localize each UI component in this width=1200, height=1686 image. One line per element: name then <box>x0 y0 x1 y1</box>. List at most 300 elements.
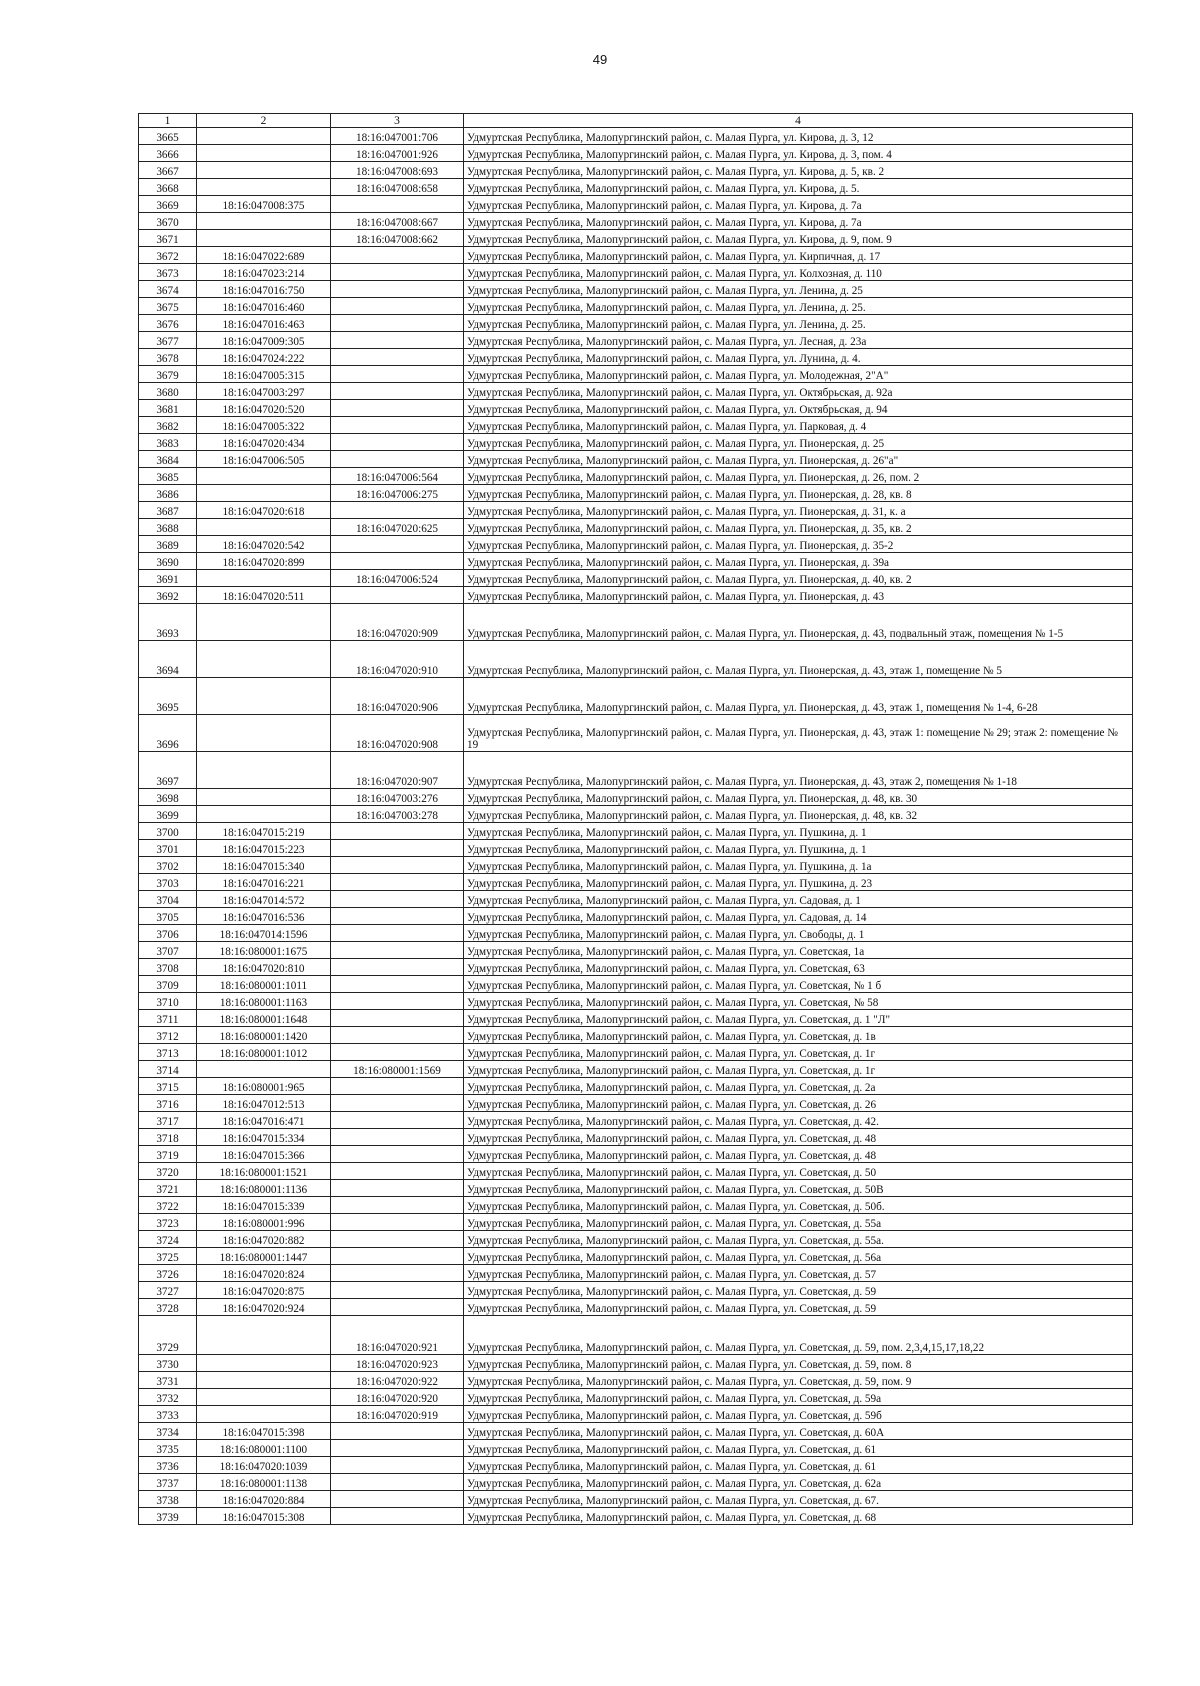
land-cadastral-number <box>197 1406 331 1423</box>
address-cell: Удмуртская Республика, Малопургинский район, с. Малая Пурга, ул. Пушкина, д. 1 <box>464 840 1133 857</box>
table-row <box>139 349 1133 366</box>
land-cadastral-number <box>197 162 331 179</box>
row-number: 3710 <box>139 993 197 1010</box>
row-number: 3666 <box>139 145 197 162</box>
address-cell: Удмуртская Республика, Малопургинский район, с. Малая Пурга, ул. Советская, д. 59 <box>464 1299 1133 1316</box>
address-cell: Удмуртская Республика, Малопургинский район, с. Малая Пурга, ул. Советская, д. 59а <box>464 1389 1133 1406</box>
row-number: 3739 <box>139 1508 197 1525</box>
object-cadastral-number <box>331 1231 464 1248</box>
row-number: 3694 <box>139 641 197 678</box>
row-number: 3680 <box>139 383 197 400</box>
table-row <box>139 641 1133 678</box>
object-cadastral-number: 18:16:047020:920 <box>331 1389 464 1406</box>
land-cadastral-number: 18:16:047020:884 <box>197 1491 331 1508</box>
land-cadastral-number: 18:16:047022:689 <box>197 247 331 264</box>
land-cadastral-number <box>197 128 331 145</box>
column-header-object-cadastral: 3 <box>331 114 464 128</box>
table-row <box>139 536 1133 553</box>
table-row <box>139 1372 1133 1389</box>
land-cadastral-number: 18:16:080001:996 <box>197 1214 331 1231</box>
table-row <box>139 383 1133 400</box>
row-number: 3681 <box>139 400 197 417</box>
table-row <box>139 1316 1133 1355</box>
row-number: 3682 <box>139 417 197 434</box>
land-cadastral-number: 18:16:047020:511 <box>197 587 331 604</box>
row-number: 3708 <box>139 959 197 976</box>
column-header-address: 4 <box>464 114 1133 128</box>
table-row <box>139 1282 1133 1299</box>
land-cadastral-number <box>197 1389 331 1406</box>
address-cell: Удмуртская Республика, Малопургинский район, с. Малая Пурга, ул. Советская, д. 1г <box>464 1044 1133 1061</box>
row-number: 3736 <box>139 1457 197 1474</box>
row-number: 3690 <box>139 553 197 570</box>
address-cell: Удмуртская Республика, Малопургинский район, с. Малая Пурга, ул. Октябрьская, д. 94 <box>464 400 1133 417</box>
address-cell: Удмуртская Республика, Малопургинский район, с. Малая Пурга, ул. Ленина, д. 25 <box>464 281 1133 298</box>
row-number: 3687 <box>139 502 197 519</box>
table-row <box>139 678 1133 715</box>
object-cadastral-number <box>331 976 464 993</box>
address-cell: Удмуртская Республика, Малопургинский район, с. Малая Пурга, ул. Советская, д. 1 "Л" <box>464 1010 1133 1027</box>
address-cell: Удмуртская Республика, Малопургинский район, с. Малая Пурга, ул. Пионерская, д. 35, кв. 2 <box>464 519 1133 536</box>
address-cell: Удмуртская Республика, Малопургинский район, с. Малая Пурга, ул. Советская, д. 59, пом. 2,3,4,15,17,18,22 <box>464 1316 1133 1355</box>
object-cadastral-number <box>331 1214 464 1231</box>
table-row <box>139 874 1133 891</box>
object-cadastral-number <box>331 196 464 213</box>
row-number: 3726 <box>139 1265 197 1282</box>
row-number: 3701 <box>139 840 197 857</box>
object-cadastral-number <box>331 587 464 604</box>
table-row <box>139 1440 1133 1457</box>
row-number: 3677 <box>139 332 197 349</box>
row-number: 3723 <box>139 1214 197 1231</box>
row-number: 3699 <box>139 806 197 823</box>
address-cell: Удмуртская Республика, Малопургинский район, с. Малая Пурга, ул. Советская, д. 50 <box>464 1163 1133 1180</box>
object-cadastral-number: 18:16:047020:919 <box>331 1406 464 1423</box>
address-cell: Удмуртская Республика, Малопургинский район, с. Малая Пурга, ул. Пионерская, д. 39а <box>464 553 1133 570</box>
land-cadastral-number <box>197 213 331 230</box>
row-number: 3697 <box>139 752 197 789</box>
object-cadastral-number <box>331 908 464 925</box>
address-cell: Удмуртская Республика, Малопургинский район, с. Малая Пурга, ул. Пионерская, д. 43, этаж 1, помещения № 1-4, 6-28 <box>464 678 1133 715</box>
land-cadastral-number: 18:16:047012:513 <box>197 1095 331 1112</box>
address-cell: Удмуртская Республика, Малопургинский район, с. Малая Пурга, ул. Октябрьская, д. 92а <box>464 383 1133 400</box>
address-cell: Удмуртская Республика, Малопургинский район, с. Малая Пурга, ул. Пионерская, д. 43, этаж 2, помещения № 1-18 <box>464 752 1133 789</box>
row-number: 3707 <box>139 942 197 959</box>
table-row <box>139 145 1133 162</box>
table-row <box>139 993 1133 1010</box>
table-row <box>139 789 1133 806</box>
row-number: 3716 <box>139 1095 197 1112</box>
object-cadastral-number <box>331 1095 464 1112</box>
land-cadastral-number: 18:16:080001:1521 <box>197 1163 331 1180</box>
land-cadastral-number: 18:16:047015:398 <box>197 1423 331 1440</box>
row-number: 3692 <box>139 587 197 604</box>
land-cadastral-number: 18:16:047014:1596 <box>197 925 331 942</box>
table-row <box>139 1457 1133 1474</box>
address-cell: Удмуртская Республика, Малопургинский район, с. Малая Пурга, ул. Пионерская, д. 26"а" <box>464 451 1133 468</box>
row-number: 3703 <box>139 874 197 891</box>
land-cadastral-number: 18:16:047020:875 <box>197 1282 331 1299</box>
land-cadastral-number <box>197 179 331 196</box>
address-cell: Удмуртская Республика, Малопургинский район, с. Малая Пурга, ул. Советская, д. 55а <box>464 1214 1133 1231</box>
table-row <box>139 264 1133 281</box>
address-cell: Удмуртская Республика, Малопургинский район, с. Малая Пурга, ул. Советская, д. 42. <box>464 1112 1133 1129</box>
row-number: 3700 <box>139 823 197 840</box>
table-row <box>139 332 1133 349</box>
address-cell: Удмуртская Республика, Малопургинский район, с. Малая Пурга, ул. Советская, д. 1в <box>464 1027 1133 1044</box>
address-cell: Удмуртская Республика, Малопургинский район, с. Малая Пурга, ул. Кирова, д. 7а <box>464 196 1133 213</box>
row-number: 3704 <box>139 891 197 908</box>
land-cadastral-number <box>197 519 331 536</box>
object-cadastral-number: 18:16:047020:625 <box>331 519 464 536</box>
table-row <box>139 604 1133 641</box>
land-cadastral-number: 18:16:047020:810 <box>197 959 331 976</box>
table-row <box>139 519 1133 536</box>
object-cadastral-number <box>331 536 464 553</box>
object-cadastral-number <box>331 1197 464 1214</box>
row-number: 3665 <box>139 128 197 145</box>
row-number: 3721 <box>139 1180 197 1197</box>
land-cadastral-number: 18:16:080001:1675 <box>197 942 331 959</box>
land-cadastral-number <box>197 468 331 485</box>
land-cadastral-number: 18:16:047008:375 <box>197 196 331 213</box>
table-row <box>139 366 1133 383</box>
table-row <box>139 1095 1133 1112</box>
address-cell: Удмуртская Республика, Малопургинский район, с. Малая Пурга, ул. Советская, д. 50б. <box>464 1197 1133 1214</box>
address-cell: Удмуртская Республика, Малопургинский район, с. Малая Пурга, ул. Лунина, д. 4. <box>464 349 1133 366</box>
row-number: 3728 <box>139 1299 197 1316</box>
address-cell: Удмуртская Республика, Малопургинский район, с. Малая Пурга, ул. Пионерская, д. 40, кв. 2 <box>464 570 1133 587</box>
object-cadastral-number <box>331 993 464 1010</box>
table-row <box>139 247 1133 264</box>
row-number: 3679 <box>139 366 197 383</box>
object-cadastral-number: 18:16:080001:1569 <box>331 1061 464 1078</box>
address-cell: Удмуртская Республика, Малопургинский район, с. Малая Пурга, ул. Советская, 1а <box>464 942 1133 959</box>
row-number: 3734 <box>139 1423 197 1440</box>
land-cadastral-number: 18:16:080001:1648 <box>197 1010 331 1027</box>
table-row <box>139 468 1133 485</box>
row-number: 3715 <box>139 1078 197 1095</box>
address-cell: Удмуртская Республика, Малопургинский район, с. Малая Пурга, ул. Советская, д. 60А <box>464 1423 1133 1440</box>
object-cadastral-number <box>331 1282 464 1299</box>
object-cadastral-number <box>331 1027 464 1044</box>
land-cadastral-number <box>197 678 331 715</box>
table-row <box>139 298 1133 315</box>
row-number: 3733 <box>139 1406 197 1423</box>
land-cadastral-number: 18:16:080001:1136 <box>197 1180 331 1197</box>
address-cell: Удмуртская Республика, Малопургинский район, с. Малая Пурга, ул. Кирпичная, д. 17 <box>464 247 1133 264</box>
address-cell: Удмуртская Республика, Малопургинский район, с. Малая Пурга, ул. Советская, д. 55а. <box>464 1231 1133 1248</box>
address-cell: Удмуртская Республика, Малопургинский район, с. Малая Пурга, ул. Советская, д. 59б <box>464 1406 1133 1423</box>
row-number: 3731 <box>139 1372 197 1389</box>
object-cadastral-number: 18:16:047003:278 <box>331 806 464 823</box>
address-cell: Удмуртская Республика, Малопургинский район, с. Малая Пурга, ул. Кирова, д. 7а <box>464 213 1133 230</box>
row-number: 3735 <box>139 1440 197 1457</box>
object-cadastral-number: 18:16:047006:524 <box>331 570 464 587</box>
row-number: 3670 <box>139 213 197 230</box>
object-cadastral-number <box>331 298 464 315</box>
row-number: 3669 <box>139 196 197 213</box>
table-row <box>139 485 1133 502</box>
table-row <box>139 570 1133 587</box>
table-row <box>139 1146 1133 1163</box>
address-cell: Удмуртская Республика, Малопургинский район, с. Малая Пурга, ул. Советская, № 1 б <box>464 976 1133 993</box>
address-cell: Удмуртская Республика, Малопургинский район, с. Малая Пурга, ул. Садовая, д. 14 <box>464 908 1133 925</box>
row-number: 3688 <box>139 519 197 536</box>
row-number: 3672 <box>139 247 197 264</box>
table-row <box>139 281 1133 298</box>
object-cadastral-number <box>331 1474 464 1491</box>
object-cadastral-number <box>331 1180 464 1197</box>
address-cell: Удмуртская Республика, Малопургинский район, с. Малая Пурга, ул. Советская, д. 48 <box>464 1146 1133 1163</box>
object-cadastral-number: 18:16:047008:658 <box>331 179 464 196</box>
table-row <box>139 417 1133 434</box>
land-cadastral-number: 18:16:047016:536 <box>197 908 331 925</box>
land-cadastral-number <box>197 230 331 247</box>
row-number: 3713 <box>139 1044 197 1061</box>
object-cadastral-number <box>331 1129 464 1146</box>
table-row <box>139 434 1133 451</box>
object-cadastral-number: 18:16:047020:907 <box>331 752 464 789</box>
row-number: 3727 <box>139 1282 197 1299</box>
object-cadastral-number <box>331 891 464 908</box>
address-cell: Удмуртская Республика, Малопургинский район, с. Малая Пурга, ул. Пионерская, д. 28, кв. 8 <box>464 485 1133 502</box>
land-cadastral-number: 18:16:080001:1100 <box>197 1440 331 1457</box>
address-cell: Удмуртская Республика, Малопургинский район, с. Малая Пурга, ул. Советская, д. 61 <box>464 1440 1133 1457</box>
land-cadastral-number <box>197 1061 331 1078</box>
object-cadastral-number <box>331 1457 464 1474</box>
address-cell: Удмуртская Республика, Малопургинский район, с. Малая Пурга, ул. Колхозная, д. 110 <box>464 264 1133 281</box>
row-number: 3719 <box>139 1146 197 1163</box>
land-cadastral-number: 18:16:047024:222 <box>197 349 331 366</box>
object-cadastral-number: 18:16:047006:275 <box>331 485 464 502</box>
table-row <box>139 1491 1133 1508</box>
column-header-land-cadastral: 2 <box>197 114 331 128</box>
address-cell: Удмуртская Республика, Малопургинский район, с. Малая Пурга, ул. Советская, № 58 <box>464 993 1133 1010</box>
table-row <box>139 1406 1133 1423</box>
land-cadastral-number: 18:16:047016:460 <box>197 298 331 315</box>
column-header-number: 1 <box>139 114 197 128</box>
object-cadastral-number <box>331 1146 464 1163</box>
row-number: 3730 <box>139 1355 197 1372</box>
land-cadastral-number: 18:16:080001:965 <box>197 1078 331 1095</box>
land-cadastral-number: 18:16:047016:221 <box>197 874 331 891</box>
table-row <box>139 1163 1133 1180</box>
page-number: 49 <box>592 52 608 67</box>
table-row <box>139 1231 1133 1248</box>
address-cell: Удмуртская Республика, Малопургинский район, с. Малая Пурга, ул. Советская, д. 59, пом. 8 <box>464 1355 1133 1372</box>
address-cell: Удмуртская Республика, Малопургинский район, с. Малая Пурга, ул. Советская, д. 26 <box>464 1095 1133 1112</box>
land-cadastral-number: 18:16:047015:223 <box>197 840 331 857</box>
land-cadastral-number: 18:16:047015:340 <box>197 857 331 874</box>
land-cadastral-number: 18:16:080001:1011 <box>197 976 331 993</box>
object-cadastral-number: 18:16:047020:921 <box>331 1316 464 1355</box>
object-cadastral-number <box>331 1265 464 1282</box>
address-cell: Удмуртская Республика, Малопургинский район, с. Малая Пурга, ул. Парковая, д. 4 <box>464 417 1133 434</box>
row-number: 3725 <box>139 1248 197 1265</box>
land-cadastral-number: 18:16:080001:1420 <box>197 1027 331 1044</box>
row-number: 3738 <box>139 1491 197 1508</box>
land-cadastral-number: 18:16:047005:322 <box>197 417 331 434</box>
address-cell: Удмуртская Республика, Малопургинский район, с. Малая Пурга, ул. Советская, д. 68 <box>464 1508 1133 1525</box>
address-cell: Удмуртская Республика, Малопургинский район, с. Малая Пурга, ул. Советская, д. 2а <box>464 1078 1133 1095</box>
table-row <box>139 908 1133 925</box>
table-row <box>139 806 1133 823</box>
registry-body <box>139 128 1133 1525</box>
row-number: 3722 <box>139 1197 197 1214</box>
land-cadastral-number <box>197 789 331 806</box>
land-cadastral-number <box>197 485 331 502</box>
table-row <box>139 1265 1133 1282</box>
object-cadastral-number <box>331 1044 464 1061</box>
table-row <box>139 451 1133 468</box>
table-row <box>139 1355 1133 1372</box>
table-row <box>139 1423 1133 1440</box>
table-row <box>139 1474 1133 1491</box>
address-cell: Удмуртская Республика, Малопургинский район, с. Малая Пурга, ул. Советская, д. 61 <box>464 1457 1133 1474</box>
object-cadastral-number: 18:16:047020:908 <box>331 715 464 752</box>
address-cell: Удмуртская Республика, Малопургинский район, с. Малая Пурга, ул. Садовая, д. 1 <box>464 891 1133 908</box>
row-number: 3668 <box>139 179 197 196</box>
address-cell: Удмуртская Республика, Малопургинский район, с. Малая Пурга, ул. Пионерская, д. 43, этаж 1: помещение № 29; этаж 2: помещение № 19 <box>464 715 1133 752</box>
table-row <box>139 1044 1133 1061</box>
table-row <box>139 1248 1133 1265</box>
table-row <box>139 959 1133 976</box>
row-number: 3720 <box>139 1163 197 1180</box>
object-cadastral-number <box>331 332 464 349</box>
land-cadastral-number: 18:16:047015:219 <box>197 823 331 840</box>
row-number: 3667 <box>139 162 197 179</box>
address-cell: Удмуртская Республика, Малопургинский район, с. Малая Пурга, ул. Советская, д. 50В <box>464 1180 1133 1197</box>
object-cadastral-number: 18:16:047003:276 <box>331 789 464 806</box>
land-cadastral-number: 18:16:047020:924 <box>197 1299 331 1316</box>
object-cadastral-number <box>331 1248 464 1265</box>
row-number: 3709 <box>139 976 197 993</box>
object-cadastral-number <box>331 434 464 451</box>
address-cell: Удмуртская Республика, Малопургинский район, с. Малая Пурга, ул. Советская, д. 59, пом. 9 <box>464 1372 1133 1389</box>
land-cadastral-number <box>197 145 331 162</box>
land-cadastral-number: 18:16:047015:334 <box>197 1129 331 1146</box>
row-number: 3684 <box>139 451 197 468</box>
land-cadastral-number: 18:16:047020:520 <box>197 400 331 417</box>
land-cadastral-number <box>197 570 331 587</box>
address-cell: Удмуртская Республика, Малопургинский район, с. Малая Пурга, ул. Пионерская, д. 31, к. а <box>464 502 1133 519</box>
object-cadastral-number <box>331 1010 464 1027</box>
address-cell: Удмуртская Республика, Малопургинский район, с. Малая Пурга, ул. Кирова, д. 3, пом. 4 <box>464 145 1133 162</box>
table-row <box>139 925 1133 942</box>
object-cadastral-number <box>331 857 464 874</box>
address-cell: Удмуртская Республика, Малопургинский район, с. Малая Пурга, ул. Пионерская, д. 43, этаж 1, помещение № 5 <box>464 641 1133 678</box>
address-cell: Удмуртская Республика, Малопургинский район, с. Малая Пурга, ул. Пионерская, д. 48, кв. 30 <box>464 789 1133 806</box>
land-cadastral-number <box>197 1355 331 1372</box>
table-row <box>139 857 1133 874</box>
land-cadastral-number: 18:16:047006:505 <box>197 451 331 468</box>
land-cadastral-number: 18:16:047015:366 <box>197 1146 331 1163</box>
table-row <box>139 1061 1133 1078</box>
row-number: 3685 <box>139 468 197 485</box>
table-header-row <box>139 114 1133 128</box>
table-row <box>139 891 1133 908</box>
object-cadastral-number <box>331 1491 464 1508</box>
table-row <box>139 315 1133 332</box>
address-cell: Удмуртская Республика, Малопургинский район, с. Малая Пурга, ул. Советская, 63 <box>464 959 1133 976</box>
land-cadastral-number: 18:16:047020:542 <box>197 536 331 553</box>
object-cadastral-number <box>331 1423 464 1440</box>
object-cadastral-number: 18:16:047020:909 <box>331 604 464 641</box>
land-cadastral-number <box>197 715 331 752</box>
table-row <box>139 162 1133 179</box>
object-cadastral-number <box>331 1112 464 1129</box>
table-row <box>139 1112 1133 1129</box>
table-row <box>139 213 1133 230</box>
land-cadastral-number: 18:16:047016:750 <box>197 281 331 298</box>
row-number: 3686 <box>139 485 197 502</box>
land-cadastral-number: 18:16:047016:463 <box>197 315 331 332</box>
address-cell: Удмуртская Республика, Малопургинский район, с. Малая Пурга, ул. Советская, д. 56а <box>464 1248 1133 1265</box>
table-row <box>139 1299 1133 1316</box>
object-cadastral-number: 18:16:047020:923 <box>331 1355 464 1372</box>
object-cadastral-number: 18:16:047001:926 <box>331 145 464 162</box>
row-number: 3671 <box>139 230 197 247</box>
land-cadastral-number: 18:16:047003:297 <box>197 383 331 400</box>
table-row <box>139 1180 1133 1197</box>
table-row <box>139 400 1133 417</box>
table-row <box>139 502 1133 519</box>
land-cadastral-number: 18:16:080001:1447 <box>197 1248 331 1265</box>
row-number: 3698 <box>139 789 197 806</box>
land-cadastral-number: 18:16:047023:214 <box>197 264 331 281</box>
object-cadastral-number <box>331 1299 464 1316</box>
table-row <box>139 587 1133 604</box>
address-cell: Удмуртская Республика, Малопургинский район, с. Малая Пурга, ул. Пушкина, д. 23 <box>464 874 1133 891</box>
address-cell: Удмуртская Республика, Малопургинский район, с. Малая Пурга, ул. Советская, д. 48 <box>464 1129 1133 1146</box>
table-row <box>139 230 1133 247</box>
table-row <box>139 1197 1133 1214</box>
row-number: 3714 <box>139 1061 197 1078</box>
table-row <box>139 128 1133 145</box>
land-cadastral-number <box>197 641 331 678</box>
object-cadastral-number <box>331 366 464 383</box>
object-cadastral-number <box>331 247 464 264</box>
object-cadastral-number: 18:16:047020:910 <box>331 641 464 678</box>
table-row <box>139 1010 1133 1027</box>
object-cadastral-number <box>331 400 464 417</box>
row-number: 3689 <box>139 536 197 553</box>
object-cadastral-number <box>331 874 464 891</box>
address-cell: Удмуртская Республика, Малопургинский район, с. Малая Пурга, ул. Пионерская, д. 35-2 <box>464 536 1133 553</box>
object-cadastral-number <box>331 823 464 840</box>
table-row <box>139 752 1133 789</box>
object-cadastral-number: 18:16:047001:706 <box>331 128 464 145</box>
table-row <box>139 976 1133 993</box>
object-cadastral-number: 18:16:047006:564 <box>331 468 464 485</box>
address-cell: Удмуртская Республика, Малопургинский район, с. Малая Пурга, ул. Кирова, д. 5, кв. 2 <box>464 162 1133 179</box>
address-cell: Удмуртская Республика, Малопургинский район, с. Малая Пурга, ул. Ленина, д. 25. <box>464 315 1133 332</box>
address-cell: Удмуртская Республика, Малопургинский район, с. Малая Пурга, ул. Пионерская, д. 43 <box>464 587 1133 604</box>
row-number: 3737 <box>139 1474 197 1491</box>
row-number: 3674 <box>139 281 197 298</box>
row-number: 3732 <box>139 1389 197 1406</box>
address-cell: Удмуртская Республика, Малопургинский район, с. Малая Пурга, ул. Пушкина, д. 1 <box>464 823 1133 840</box>
object-cadastral-number <box>331 264 464 281</box>
object-cadastral-number <box>331 315 464 332</box>
land-cadastral-number: 18:16:047020:618 <box>197 502 331 519</box>
table-row <box>139 1027 1133 1044</box>
land-cadastral-number <box>197 1316 331 1355</box>
row-number: 3724 <box>139 1231 197 1248</box>
table-row <box>139 1129 1133 1146</box>
row-number: 3678 <box>139 349 197 366</box>
